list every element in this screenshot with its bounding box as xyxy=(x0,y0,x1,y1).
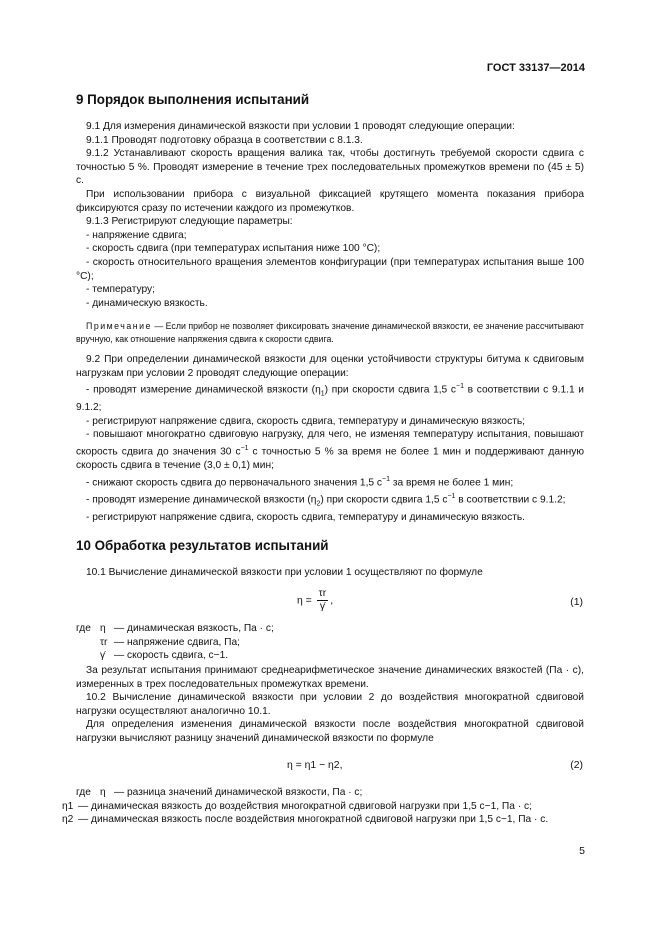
paragraph: Для определения изменения динамической вязкости после воздействия многократной сдвиговой нагрузки вычисляют разницу значений динамической вязкости по формуле xyxy=(76,719,584,744)
list-item: - повышают многократно сдвиговую нагрузку, для чего, не изменяя температуру испытания, повышают скорость сдвига до значения 30 $с^{-1}$ с точностью 5 % за время не более 1 мин и поддерживают данную скорость сдвига в течение (3,0 ± 0,1) мин; xyxy=(76,429,584,471)
section-10-title: 10 Обработка результатов испытаний xyxy=(76,538,329,553)
definition-row: η2 — динамическая вязкость после воздействия многократной сдвиговой нагрузки при 1,5 с−1, Па · с. xyxy=(62,814,549,826)
section-10-text xyxy=(76,664,584,746)
definitions-1 xyxy=(76,622,586,663)
note-text: — Если прибор не позволяет фиксировать значение динамической вязкости, ее значение рассчитывают вручную, как отношение напряжения сдвига к скорости сдвига. xyxy=(76,321,584,344)
list-item: - напряжение сдвига; xyxy=(86,229,187,241)
paragraph: 10.1 Вычисление динамической вязкости при условии 1 осуществляют по формуле xyxy=(86,567,483,578)
list-item: - температуру; xyxy=(86,284,155,296)
list-item: - регистрируют напряжение сдвига, скорость сдвига, температуру и динамическую вязкость. xyxy=(86,511,525,523)
definitions-2 xyxy=(62,786,586,827)
list-item: - снижают скорость сдвига до первоначального значения 1,5 $с^{-1}$ за время не более 1 мин; xyxy=(86,475,514,488)
section-9-title: 9 Порядок выполнения испытаний xyxy=(76,92,310,107)
paragraph: 9.1.1 Проводят подготовку образца в соответствии с 8.1.3. xyxy=(86,134,363,146)
paragraph: При использовании прибора с визуальной фиксацией крутящего момента показания прибора фиксируются сразу по истечении каждого из промежутков. xyxy=(76,188,584,214)
paragraph: 9.1.3 Регистрируют следующие параметры: xyxy=(86,216,293,228)
section-9-1-text xyxy=(76,120,584,310)
formula-2: η = η1 − η2, xyxy=(287,760,343,771)
paragraph: 9.2 При определении динамической вязкости для оценки устойчивости структуры битума к сдвиговым нагрузкам при условии 2 проводят следующие операции: xyxy=(76,354,584,379)
list-item: - скорость сдвига (при температурах испытания ниже 100 °С); xyxy=(86,243,381,255)
paragraph: 10.2 Вычисление динамической вязкости при условии 2 до воздействия многократной сдвиговой нагрузки осуществляют аналогично 10.1. xyxy=(76,692,584,717)
paragraph: За результат испытания принимают среднеарифметическое значение динамических вязкостей (Па · с), измеренных в трех последовательных промежутках времени. xyxy=(76,665,584,690)
note-label: Примечание xyxy=(86,321,152,331)
paragraph: 9.1 Для измерения динамической вязкости при условии 1 проводят следующие операции: xyxy=(86,121,515,132)
list-item: - динамическую вязкость. xyxy=(86,297,208,309)
list-item: - скорость относительного вращения элементов конфигурации (при температурах испытания выше 100 °С); xyxy=(76,256,584,282)
equation-number-1: (1) xyxy=(570,597,583,608)
definition-row: τr — напряжение сдвига, Па; xyxy=(100,636,240,648)
definition-row: где η — разница значений динамической вязкости, Па · с; xyxy=(76,787,363,798)
section-9-2-text xyxy=(76,353,584,524)
list-item: - проводят измерение динамической вязкости $(\eta_2)$ при скорости сдвига 1,5 $с^{-1}$ в соответствии с 9.1.2; xyxy=(86,492,566,507)
list-item: - регистрируют напряжение сдвига, скорость сдвига, температуру и динамическую вязкость; xyxy=(86,415,525,427)
definition-row: γ̇ — скорость сдвига, с−1. xyxy=(100,650,229,662)
page-number: 5 xyxy=(579,845,585,857)
list-item: - проводят измерение динамической вязкости $(\eta_1)$ при скорости сдвига 1,5 $с^{-1}$ в соответствии с 9.1.1 и 9.1.2; xyxy=(76,383,584,414)
paragraph: 9.1.2 Устанавливают скорость вращения валика так, чтобы достигнуть требуемой скорости сдвига с точностью 5 %. Проводят измерение в течение трех последовательных промежутков времени по (45 ± 5) с. xyxy=(76,148,584,187)
document-id: ГОСТ 33137—2014 xyxy=(486,62,585,74)
definition-row: η1 — динамическая вязкость до воздействия многократной сдвиговой нагрузки при 1,5 с−1, Па · с; xyxy=(62,800,532,812)
formula-denominator: γ̇ xyxy=(319,601,326,612)
formula-numerator: τr xyxy=(318,588,327,599)
formula-1: η = $\frac{\tau r}{\gammȧ}$ , xyxy=(297,588,334,612)
definition-row: где η — динамическая вязкость, Па · с; xyxy=(76,623,274,634)
note xyxy=(76,320,584,345)
section-10-1-text xyxy=(76,566,584,580)
equation-number-2: (2) xyxy=(570,760,583,771)
